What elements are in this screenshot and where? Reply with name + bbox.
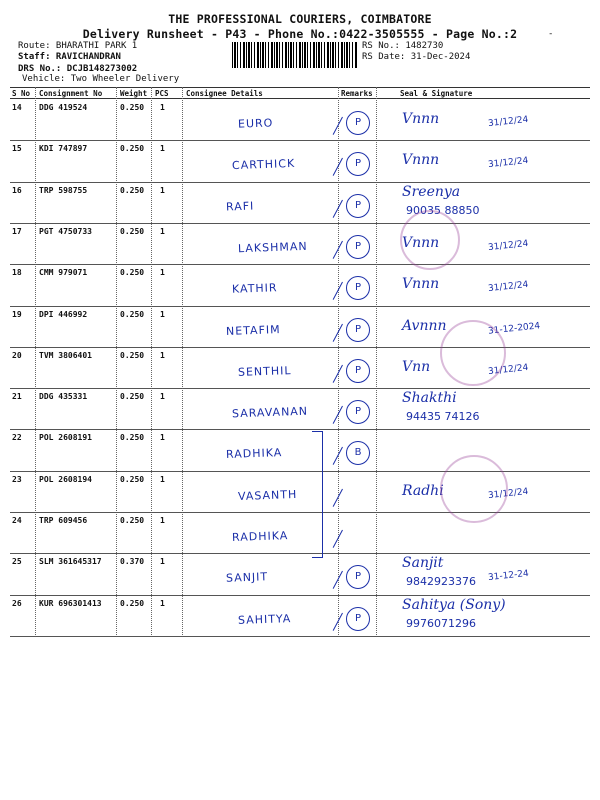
consignee-handwriting: CARTHICK [231, 157, 296, 173]
signature-phone: 9976071296 [406, 616, 476, 630]
consignee-handwriting: NETAFIM [225, 322, 281, 338]
consignment-cell: DDG 419524 [39, 103, 88, 112]
pcs-cell: 1 [160, 474, 165, 484]
consignee-handwriting: SENTHIL [237, 363, 292, 379]
staff-label: Staff: RAVICHANDRAN [18, 52, 121, 62]
weight-cell: 0.250 [120, 226, 145, 236]
consignee-handwriting: SARAVANAN [231, 404, 309, 421]
remark-circle: P [346, 194, 370, 218]
table-row [10, 512, 590, 553]
corner-dash: - [548, 29, 554, 39]
signature-date: 31/12/24 [487, 114, 529, 130]
table-row [10, 140, 590, 181]
pcs-cell: 1 [160, 392, 165, 402]
signature: Avnnn [402, 317, 447, 334]
pcs-cell: 1 [160, 268, 165, 278]
tick-mark [322, 194, 343, 218]
tick-mark [322, 442, 343, 466]
consignment-cell: KDI 747897 [39, 144, 88, 154]
weight-cell: 0.250 [120, 474, 145, 484]
company-title: THE PROFESSIONAL COURIERS, COIMBATORE [168, 12, 432, 26]
pcs-cell: 1 [160, 350, 165, 360]
table-row [10, 388, 590, 429]
remark-circle: P [346, 235, 370, 259]
remark-circle: P [346, 111, 370, 135]
signature-phone: 94435 74126 [406, 410, 480, 424]
sno-cell: 15 [12, 144, 22, 154]
weight-cell: 0.250 [120, 433, 145, 443]
signature: Vnnn [402, 152, 440, 169]
rs-number: RS No.: 1482730 [362, 41, 444, 51]
pcs-cell: 1 [160, 103, 165, 112]
weight-cell: 0.250 [120, 103, 145, 112]
signature-date: 31-12-24 [487, 569, 530, 584]
consignee-handwriting: SANJIT [225, 570, 269, 586]
weight-cell: 0.250 [120, 392, 145, 402]
rs-date: RS Date: 31-Dec-2024 [362, 52, 471, 62]
signature: Radhi [402, 482, 444, 499]
signature: Shakthi [402, 390, 457, 407]
remark-circle: B [346, 441, 370, 465]
sno-cell: 16 [12, 185, 22, 195]
tick-mark [322, 607, 343, 631]
pcs-cell: 1 [160, 185, 165, 195]
tick-mark [322, 318, 343, 342]
table-row [10, 99, 590, 140]
consignee-handwriting: VASANTH [237, 487, 298, 503]
sno-cell: 19 [12, 309, 22, 319]
consignment-cell: CMM 979071 [39, 268, 88, 278]
signature: Vnnn [402, 111, 440, 127]
col-header-sno: S No [12, 89, 31, 98]
signature-date: 31/12/24 [487, 156, 529, 171]
company-stamp [440, 455, 508, 523]
signature-date: 31-12-2024 [487, 320, 541, 337]
remark-circle: P [346, 565, 370, 589]
weight-cell: 0.250 [120, 309, 145, 319]
table-row [10, 264, 590, 305]
remark-circle: P [346, 359, 370, 383]
weight-cell: 0.370 [120, 557, 145, 567]
remark-circle: P [346, 607, 370, 631]
consignee-handwriting: RADHIKA [225, 446, 283, 462]
consignment-cell: POL 2608191 [39, 433, 92, 443]
tick-mark [322, 111, 343, 135]
row-rule [10, 636, 590, 637]
tick-mark [322, 359, 343, 383]
consignment-cell: TRP 598755 [39, 185, 88, 195]
table-row [10, 182, 590, 223]
weight-cell: 0.250 [120, 144, 145, 154]
col-header-consignment: Consignment No [39, 89, 103, 98]
sno-cell: 23 [12, 474, 22, 484]
weight-cell: 0.250 [120, 598, 145, 608]
company-stamp [440, 320, 506, 386]
consignee-handwriting: KATHIR [231, 281, 278, 296]
pcs-cell: 1 [160, 226, 165, 236]
sno-cell: 25 [12, 557, 22, 567]
pcs-cell: 1 [160, 516, 165, 525]
table-row [10, 223, 590, 264]
remark-circle: P [346, 318, 370, 342]
consignee-handwriting: EURO [237, 116, 274, 131]
col-header-remarks: Remarks [341, 89, 373, 98]
signature: Sanjit [402, 555, 444, 572]
weight-cell: 0.250 [120, 516, 145, 525]
tick-mark [322, 565, 343, 589]
signature-phone: 9842923376 [406, 575, 476, 589]
consignee-handwriting: SAHITYA [237, 611, 292, 627]
signature: Sahitya (Sony) [402, 596, 506, 613]
sno-cell: 14 [12, 103, 22, 112]
table-row [10, 553, 590, 594]
signature-date: 31/12/24 [487, 238, 529, 253]
pcs-cell: 1 [160, 144, 165, 154]
consignee-handwriting: RADHIKA [231, 529, 289, 544]
col-header-weight: Weight [120, 89, 148, 98]
route-label: Route: BHARATHI PARK 1 [18, 41, 138, 51]
col-header-seal: Seal & Signature [400, 89, 473, 98]
tick-mark [322, 235, 343, 259]
vehicle-label: Vehicle: Two Wheeler Delivery [22, 74, 180, 84]
consignment-cell: DPI 446992 [39, 309, 88, 319]
consignment-cell: TVM 3806401 [39, 350, 92, 360]
signature: Sreenya [402, 183, 461, 200]
signature-phone: 90035 88850 [406, 203, 480, 217]
pcs-cell: 1 [160, 309, 165, 319]
remark-circle: P [346, 400, 370, 424]
grouping-bracket [312, 431, 323, 558]
sno-cell: 20 [12, 350, 22, 360]
company-stamp [400, 210, 460, 270]
col-header-consignee: Consignee Details [186, 89, 263, 98]
pcs-cell: 1 [160, 433, 165, 443]
signature-date: 31/12/24 [487, 362, 529, 377]
consignment-cell: TRP 609456 [39, 516, 88, 525]
weight-cell: 0.250 [120, 350, 145, 360]
sno-cell: 21 [12, 392, 22, 402]
consignment-cell: PGT 4750733 [39, 226, 92, 236]
tick-mark [322, 152, 343, 176]
drs-number: DRS No.: DCJB148273002 [18, 64, 138, 74]
table-row [10, 595, 590, 636]
signature: Vnnn [402, 234, 440, 251]
consignment-cell: POL 2608194 [39, 474, 92, 484]
signature-date: 31/12/24 [487, 280, 529, 295]
signature-date: 31/12/24 [487, 486, 529, 501]
weight-cell: 0.250 [120, 268, 145, 278]
remark-circle: P [346, 276, 370, 300]
tick-mark [322, 400, 343, 424]
sno-cell: 18 [12, 268, 22, 278]
weight-cell: 0.250 [120, 185, 145, 195]
pcs-cell: 1 [160, 598, 165, 608]
signature: Vnn [402, 358, 431, 375]
pcs-cell: 1 [160, 557, 165, 567]
runsheet-subtitle: Delivery Runsheet - P43 - Phone No.:0422-3505555 - Page No.:2 [82, 27, 518, 41]
tick-mark [322, 483, 343, 507]
barcode [232, 42, 357, 68]
col-header-pcs: PCS [155, 89, 169, 98]
remark-circle: P [346, 152, 370, 176]
tick-mark [322, 524, 343, 548]
sno-cell: 24 [12, 516, 22, 525]
sno-cell: 22 [12, 433, 22, 443]
table-top-rule [10, 87, 590, 88]
signature: Vnnn [402, 276, 440, 293]
consignment-cell: SLM 361645317 [39, 557, 102, 567]
consignee-handwriting: RAFI [225, 199, 255, 214]
consignee-handwriting: LAKSHMAN [237, 239, 308, 256]
consignment-cell: DDG 435331 [39, 392, 88, 402]
sno-cell: 17 [12, 226, 22, 236]
table-row [10, 429, 590, 470]
consignment-cell: KUR 696301413 [39, 598, 102, 608]
tick-mark [322, 276, 343, 300]
sno-cell: 26 [12, 598, 22, 608]
